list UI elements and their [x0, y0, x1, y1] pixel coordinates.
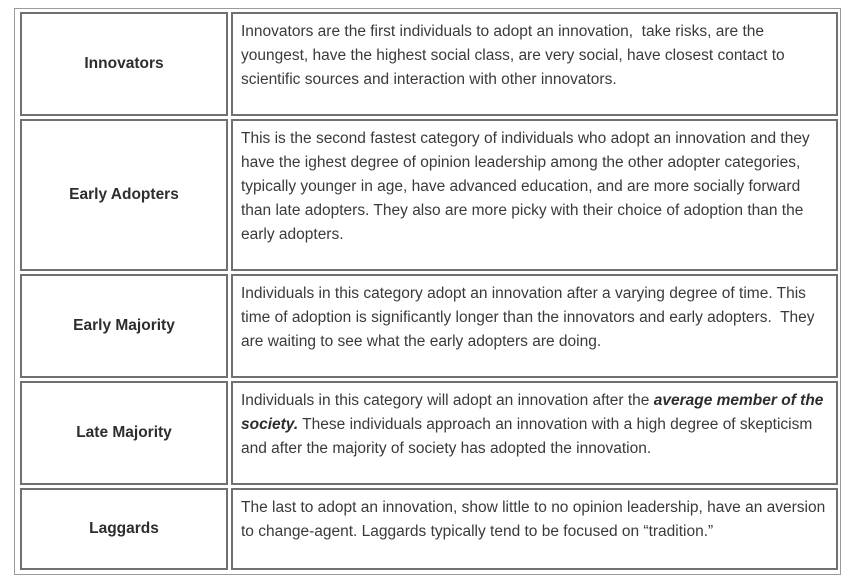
row-label-cell — [20, 119, 228, 271]
row-description-emphasis: average member of the society. — [241, 392, 828, 433]
row-description-cell — [231, 12, 838, 116]
row-description-before: Individuals in this category will adopt an innovation after the — [241, 392, 654, 409]
adopter-categories-table — [14, 8, 841, 575]
row-label: Late Majority — [76, 424, 172, 441]
table-row-late-majority — [15, 381, 840, 485]
table-row-innovators — [15, 12, 840, 116]
row-description: This is the second fastest category of individuals who adopt an innovation and they have the ighest degree of opinion leadership among the other adopter categories, typically younger in age, have advanced education, and are more socially forward than late adopters. They also are more picky with their choice of adoption than the early adopters. — [241, 130, 814, 243]
row-description-cell — [231, 274, 838, 378]
row-label-cell — [20, 274, 228, 378]
row-label: Innovators — [84, 55, 164, 72]
row-description-cell — [231, 381, 838, 485]
row-description: The last to adopt an innovation, show little to no opinion leadership, have an aversion to change-agent. Laggards typically tend to be focused on “tradition.” — [241, 499, 830, 540]
row-label: Laggards — [89, 520, 159, 537]
row-description-cell — [231, 119, 838, 271]
table-row-early-majority — [15, 274, 840, 378]
row-label: Early Majority — [73, 317, 175, 334]
row-description — [241, 389, 828, 461]
row-label: Early Adopters — [69, 186, 179, 203]
row-description-cell — [231, 488, 838, 570]
table-row-early-adopters — [15, 119, 840, 271]
row-description: Individuals in this category adopt an innovation after a varying degree of time. This time of adoption is significantly longer than the innovators and early adopters. They are waiting to see what the early adopters are doing. — [241, 285, 819, 350]
row-description: Innovators are the first individuals to adopt an innovation, take risks, are the youngest, have the highest social class, are very social, have closest contact to scientific sources and interaction with other innovators. — [241, 23, 789, 88]
table-row-laggards — [15, 488, 840, 570]
row-label-cell — [20, 12, 228, 116]
row-description-after: These individuals approach an innovation with a high degree of skepticism and after the majority of society has adopted the innovation. — [241, 416, 817, 457]
row-label-cell — [20, 488, 228, 570]
row-label-cell — [20, 381, 228, 485]
